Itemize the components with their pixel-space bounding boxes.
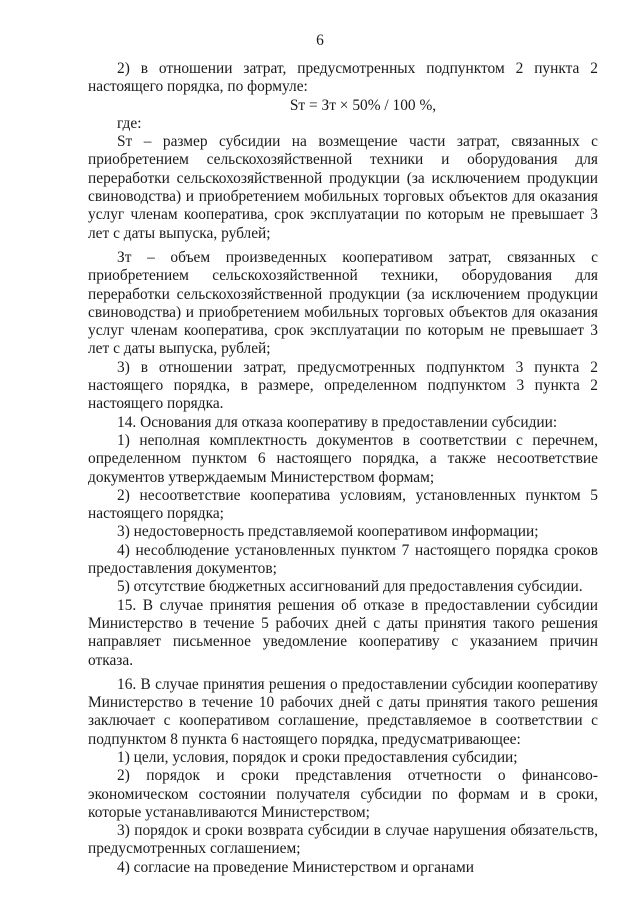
paragraph-item-2: 2) в отношении затрат, предусмотренных подпунктом 2 пункта 2 настоящего порядка, по формуле: <box>88 60 598 96</box>
paragraph-section-14: 14. Основания для отказа кооперативу в предоставлении субсидии: <box>117 413 558 431</box>
paragraph-14-2: 2) несоответствие кооператива условиям, установленных пунктом 5 настоящего порядка; <box>88 486 598 523</box>
page-number: 6 <box>316 32 324 49</box>
paragraph-16-1: 1) цели, условия, порядок и сроки предоставления субсидии; <box>117 748 518 766</box>
paragraph-14-1: 1) неполная комплектность документов в соответствии с перечнем, определенном пунктом 6 настоящего порядка, а также несоответствие документов утверждаемым Министерством формам; <box>88 431 598 486</box>
paragraph-definition-s: Sт – размер субсидии на возмещение части затрат, связанных с приобретением сельскохозяйственной техники и оборудования для переработки сельскохозяйственной продукции (за исключением продукции свиноводства) и приобретением мобильных торговых объектов для оказания услуг членам кооператива, срок эксплуатации по которым не превышает 3 лет с даты выпуска, рублей; <box>88 133 598 242</box>
paragraph-14-5: 5) отсутствие бюджетных ассигнований для предоставления субсидии. <box>117 578 583 596</box>
paragraph-16-4: 4) согласие на проведение Министерством и органами <box>117 858 474 876</box>
paragraph-definition-z: Зт – объем произведенных кооперативом затрат, связанных с приобретением сельскохозяйственной техники, оборудования для переработки сельскохозяйственной продукции (за исключением продукции свиноводства) и приобретением мобильных торговых объектов для оказания услуг членам кооператива, срок эксплуатации по которым не превышает 3 лет с даты выпуска, рублей; <box>88 248 598 358</box>
document-body <box>88 60 598 877</box>
paragraph-where: где: <box>117 114 142 132</box>
paragraph-14-3: 3) недостоверность представляемой кооперативом информации; <box>117 523 539 541</box>
paragraph-16-3: 3) порядок и сроки возврата субсидии в случае нарушения обязательств, предусмотренных соглашением; <box>88 822 598 858</box>
paragraph-14-4: 4) несоблюдение установленных пунктом 7 настоящего порядка сроков предоставления документов; <box>88 541 598 578</box>
paragraph-item-3: 3) в отношении затрат, предусмотренных подпунктом 3 пункта 2 настоящего порядка, в размере, определенном подпунктом 3 пункта 2 настоящего порядка. <box>88 358 598 413</box>
paragraph-16-2: 2) порядок и сроки представления отчетности о финансово-экономическом состоянии получателя субсидии по формам и в сроки, которые устанавливаются Министерством; <box>88 767 598 821</box>
paragraph-section-16: 16. В случае принятия решения о предоставлении субсидии кооперативу Министерство в течение 10 рабочих дней с даты принятия такого решения заключает с кооперативом соглашение, представляемое в соответствии с подпунктом 8 пункта 6 настоящего порядка, предусматривающее: <box>88 675 598 748</box>
paragraph-section-15: 15. В случае принятия решения об отказе в предоставлении субсидии Министерство в течение 5 рабочих дней с даты принятия такого решения направляет письменное уведомление кооперативу с указанием причин отказа. <box>88 596 598 669</box>
formula: Sт = Зт × 50% / 100 %, <box>289 96 437 114</box>
